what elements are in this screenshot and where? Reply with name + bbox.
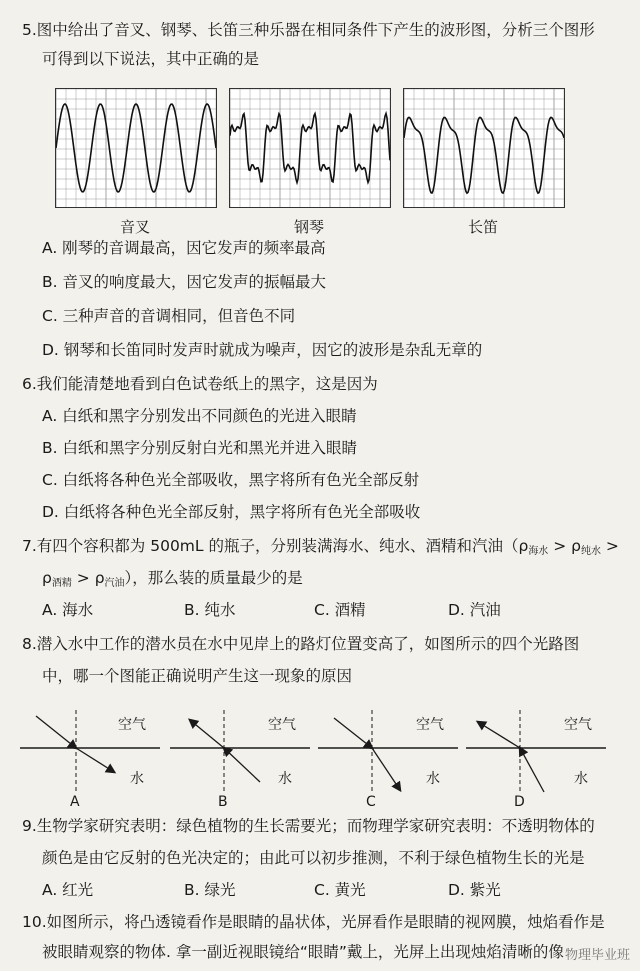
diagram-c-air-label: 空气: [416, 717, 444, 733]
q9-option-d: D. 紫光: [448, 881, 501, 899]
q5-option-d: D. 钢琴和长笛同时发声时就成为噪声，因它的波形是杂乱无章的: [42, 341, 483, 359]
q7-options: [42, 600, 602, 620]
diagram-a-letter: A: [70, 794, 80, 810]
q9-option-a: A. 红光: [42, 881, 94, 899]
diagram-d-water-label: 水: [574, 771, 588, 787]
q6-option-d: D. 白纸将各种色光全部反射，黑字将所有色光全部吸收: [42, 503, 421, 521]
q7-option-d: D. 汽油: [448, 601, 501, 619]
q7-option-b: B. 纯水: [184, 601, 236, 619]
diagram-b-water-label: 水: [278, 771, 292, 787]
q6-option-b: B. 白纸和黑字分别反射白光和黑光并进入眼睛: [42, 439, 357, 457]
diagram-c-water-label: 水: [426, 771, 440, 787]
q5-option-a: A. 刚琴的音调最高，因它发声的频率最高: [42, 239, 326, 257]
q9-option-c: C. 黄光: [314, 881, 366, 899]
q5-option-b: B. 音叉的响度最大，因它发声的振幅最大: [42, 273, 326, 291]
q7-option-c: C. 酒精: [314, 601, 366, 619]
q10-stem-line1: 10.如图所示，将凸透镜看作是眼睛的晶状体，光屏看作是眼睛的视网膜，烛焰看作是: [22, 913, 605, 931]
q9-option-b: B. 绿光: [184, 881, 236, 899]
tuning-fork-waveform: [55, 88, 217, 208]
piano-waveform: [229, 88, 391, 208]
q6-option-c: C. 白纸将各种色光全部吸收，黑字将所有色光全部反射: [42, 471, 420, 489]
diagram-b-letter: B: [218, 794, 228, 810]
q8-ray-diagrams: [0, 700, 640, 812]
diagram-c-letter: C: [366, 794, 376, 810]
diagram-a-water-label: 水: [130, 771, 144, 787]
diagram-a-air-label: 空气: [118, 717, 146, 733]
diagram-d-air-label: 空气: [564, 717, 592, 733]
q6-option-a: A. 白纸和黑字分别发出不同颜色的光进入眼睛: [42, 407, 357, 425]
q10-stem-line2: 被眼睛观察的物体. 拿一副近视眼镜给“眼睛”戴上，光屏上出现烛焰清晰的像: [42, 943, 564, 961]
flute-waveform: [403, 88, 565, 208]
q5-option-c: C. 三种声音的音调相同，但音色不同: [42, 307, 296, 325]
watermark: 物理毕业班: [564, 948, 630, 963]
piano-label: 钢琴: [294, 218, 325, 236]
q8-stem-line1: 8.潜入水中工作的潜水员在水中见岸上的路灯位置变高了，如图所示的四个光路图: [22, 635, 580, 653]
q7-option-a: A. 海水: [42, 601, 94, 619]
q9-stem-line1: 9.生物学家研究表明：绿色植物的生长需要光；而物理学家研究表明：不透明物体的: [22, 817, 595, 835]
flute-label: 长笛: [468, 218, 499, 236]
q8-stem-line2: 中，哪一个图能正确说明产生这一现象的原因: [42, 667, 353, 685]
diagram-b-air-label: 空气: [268, 717, 296, 733]
tuning-fork-label: 音叉: [120, 218, 151, 236]
q5-stem-line2: 可得到以下说法，其中正确的是: [42, 50, 260, 68]
q6-stem: 6.我们能清楚地看到白色试卷纸上的黑字，这是因为: [22, 375, 378, 393]
q7-stem-line1: 7.有四个容积都为 500mL 的瓶子，分别装满海水、纯水、酒精和汽油（$\rho_{海水} > \rho_{纯水}$ >: [22, 537, 619, 557]
diagram-d-letter: D: [514, 794, 525, 810]
q5-stem-line1: 5.图中给出了音叉、钢琴、长笛三种乐器在相同条件下产生的波形图，分析三个图形: [22, 21, 595, 39]
q9-options: [42, 880, 602, 900]
q7-stem-line2: $\rho_{酒精} > \rho_{汽油}$），那么装的质量最少的是: [42, 569, 303, 589]
q9-stem-line2: 颜色是由它反射的色光决定的；由此可以初步推测，不利于绿色植物生长的光是: [42, 849, 585, 867]
